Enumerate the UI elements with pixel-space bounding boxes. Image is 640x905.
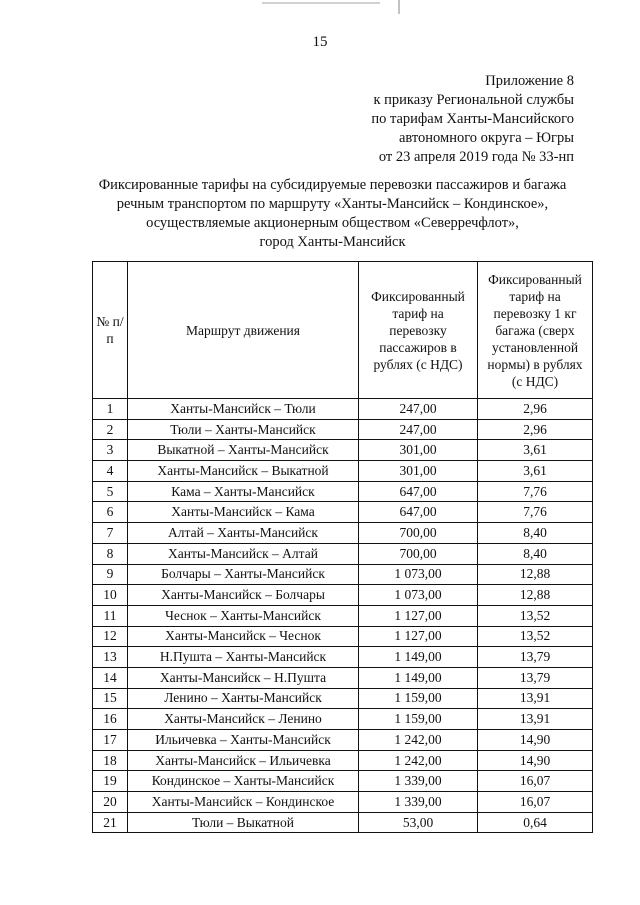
appendix-line: Приложение 8 bbox=[485, 73, 574, 89]
row-number-cell: 19 bbox=[93, 771, 128, 792]
row-number-cell: 5 bbox=[93, 481, 128, 502]
table-row bbox=[93, 647, 593, 668]
table-row bbox=[93, 461, 593, 482]
passenger-tariff-cell: 1 339,00 bbox=[359, 771, 478, 792]
passenger-tariff-cell: 647,00 bbox=[359, 481, 478, 502]
passenger-tariff-cell: 301,00 bbox=[359, 461, 478, 482]
appendix-line: к приказу Региональной службы bbox=[373, 92, 574, 108]
passenger-tariff-cell: 1 127,00 bbox=[359, 605, 478, 626]
passenger-tariff-cell: 247,00 bbox=[359, 419, 478, 440]
passenger-tariff-cell: 247,00 bbox=[359, 399, 478, 420]
table-row bbox=[93, 543, 593, 564]
route-cell: Кондинское – Ханты-Мансийск bbox=[128, 771, 359, 792]
passenger-tariff-cell: 1 149,00 bbox=[359, 647, 478, 668]
title-line: речным транспортом по маршруту «Ханты-Мансийск – Кондинское», bbox=[116, 196, 549, 212]
appendix-line: от 23 апреля 2019 года № 33-нп bbox=[378, 149, 574, 165]
route-cell: Н.Пушта – Ханты-Мансийск bbox=[128, 647, 359, 668]
row-number-cell: 4 bbox=[93, 461, 128, 482]
table-row bbox=[93, 771, 593, 792]
row-number-cell: 14 bbox=[93, 667, 128, 688]
route-cell: Алтай – Ханты-Мансийск bbox=[128, 523, 359, 544]
baggage-tariff-cell: 2,96 bbox=[478, 399, 593, 420]
table-row bbox=[93, 626, 593, 647]
baggage-tariff-cell: 12,88 bbox=[478, 564, 593, 585]
row-number-cell: 18 bbox=[93, 750, 128, 771]
row-number-cell: 1 bbox=[93, 399, 128, 420]
table-row bbox=[93, 419, 593, 440]
table-row bbox=[93, 481, 593, 502]
baggage-tariff-cell: 0,64 bbox=[478, 812, 593, 833]
route-cell: Ханты-Мансийск – Чеснок bbox=[128, 626, 359, 647]
baggage-tariff-cell: 14,90 bbox=[478, 730, 593, 751]
title-line: осуществляемые акционерным обществом «Северречфлот», bbox=[146, 215, 519, 231]
row-number-cell: 20 bbox=[93, 792, 128, 813]
table-row bbox=[93, 750, 593, 771]
table-row bbox=[93, 792, 593, 813]
table-header-row bbox=[93, 262, 593, 399]
row-number-cell: 13 bbox=[93, 647, 128, 668]
row-number-cell: 6 bbox=[93, 502, 128, 523]
row-number-cell: 10 bbox=[93, 585, 128, 606]
header-baggage-tariff: Фиксированный тариф на перевозку 1 кг багажа (сверх установленной нормы) в рублях (с НДС) bbox=[478, 262, 593, 399]
appendix-line: автономного округа – Югры bbox=[398, 130, 574, 146]
passenger-tariff-cell: 53,00 bbox=[359, 812, 478, 833]
tariff-table bbox=[92, 261, 593, 833]
row-number-cell: 7 bbox=[93, 523, 128, 544]
baggage-tariff-cell: 8,40 bbox=[478, 523, 593, 544]
table-body bbox=[93, 399, 593, 833]
row-number-cell: 11 bbox=[93, 605, 128, 626]
route-cell: Тюли – Ханты-Мансийск bbox=[128, 419, 359, 440]
header-number: № п/п bbox=[93, 262, 128, 399]
route-cell: Ханты-Мансийск – Ильичевка bbox=[128, 750, 359, 771]
page-number: 15 bbox=[312, 34, 328, 50]
route-cell: Ханты-Мансийск – Н.Пушта bbox=[128, 667, 359, 688]
header-passenger-tariff: Фиксированный тариф на перевозку пассажиров в рублях (с НДС) bbox=[359, 262, 478, 399]
table-row bbox=[93, 605, 593, 626]
baggage-tariff-cell: 13,79 bbox=[478, 667, 593, 688]
scan-artifact-top bbox=[262, 2, 380, 4]
route-cell: Ханты-Мансийск – Кама bbox=[128, 502, 359, 523]
baggage-tariff-cell: 16,07 bbox=[478, 792, 593, 813]
appendix-line: по тарифам Ханты-Мансийского bbox=[371, 111, 574, 127]
table-row bbox=[93, 523, 593, 544]
row-number-cell: 3 bbox=[93, 440, 128, 461]
route-cell: Ханты-Мансийск – Болчары bbox=[128, 585, 359, 606]
baggage-tariff-cell: 16,07 bbox=[478, 771, 593, 792]
passenger-tariff-cell: 1 159,00 bbox=[359, 709, 478, 730]
title-line: Фиксированные тарифы на субсидируемые перевозки пассажиров и багажа bbox=[98, 177, 567, 193]
route-cell: Ленино – Ханты-Мансийск bbox=[128, 688, 359, 709]
route-cell: Ханты-Мансийск – Алтай bbox=[128, 543, 359, 564]
row-number-cell: 17 bbox=[93, 730, 128, 751]
passenger-tariff-cell: 700,00 bbox=[359, 523, 478, 544]
row-number-cell: 16 bbox=[93, 709, 128, 730]
route-cell: Тюли – Выкатной bbox=[128, 812, 359, 833]
passenger-tariff-cell: 1 149,00 bbox=[359, 667, 478, 688]
table-row bbox=[93, 812, 593, 833]
baggage-tariff-cell: 13,91 bbox=[478, 709, 593, 730]
row-number-cell: 21 bbox=[93, 812, 128, 833]
passenger-tariff-cell: 647,00 bbox=[359, 502, 478, 523]
table-row bbox=[93, 399, 593, 420]
baggage-tariff-cell: 7,76 bbox=[478, 481, 593, 502]
row-number-cell: 15 bbox=[93, 688, 128, 709]
table-row bbox=[93, 502, 593, 523]
baggage-tariff-cell: 2,96 bbox=[478, 419, 593, 440]
table-row bbox=[93, 564, 593, 585]
route-cell: Ханты-Мансийск – Выкатной bbox=[128, 461, 359, 482]
route-cell: Ханты-Мансийск – Тюли bbox=[128, 399, 359, 420]
baggage-tariff-cell: 13,79 bbox=[478, 647, 593, 668]
passenger-tariff-cell: 1 242,00 bbox=[359, 730, 478, 751]
baggage-tariff-cell: 12,88 bbox=[478, 585, 593, 606]
baggage-tariff-cell: 13,91 bbox=[478, 688, 593, 709]
table-row bbox=[93, 709, 593, 730]
passenger-tariff-cell: 1 073,00 bbox=[359, 585, 478, 606]
baggage-tariff-cell: 13,52 bbox=[478, 626, 593, 647]
header-route: Маршрут движения bbox=[128, 262, 359, 399]
title-line: город Ханты-Мансийск bbox=[259, 234, 406, 250]
table-row bbox=[93, 688, 593, 709]
row-number-cell: 12 bbox=[93, 626, 128, 647]
baggage-tariff-cell: 3,61 bbox=[478, 461, 593, 482]
baggage-tariff-cell: 13,52 bbox=[478, 605, 593, 626]
route-cell: Ханты-Мансийск – Кондинское bbox=[128, 792, 359, 813]
document-title bbox=[60, 176, 605, 252]
passenger-tariff-cell: 1 159,00 bbox=[359, 688, 478, 709]
route-cell: Ханты-Мансийск – Ленино bbox=[128, 709, 359, 730]
baggage-tariff-cell: 7,76 bbox=[478, 502, 593, 523]
scan-artifact-top-bar bbox=[398, 0, 400, 14]
row-number-cell: 9 bbox=[93, 564, 128, 585]
passenger-tariff-cell: 1 127,00 bbox=[359, 626, 478, 647]
baggage-tariff-cell: 8,40 bbox=[478, 543, 593, 564]
route-cell: Кама – Ханты-Мансийск bbox=[128, 481, 359, 502]
baggage-tariff-cell: 3,61 bbox=[478, 440, 593, 461]
row-number-cell: 2 bbox=[93, 419, 128, 440]
route-cell: Чеснок – Ханты-Мансийск bbox=[128, 605, 359, 626]
table-row bbox=[93, 440, 593, 461]
table-row bbox=[93, 667, 593, 688]
passenger-tariff-cell: 700,00 bbox=[359, 543, 478, 564]
passenger-tariff-cell: 1 073,00 bbox=[359, 564, 478, 585]
route-cell: Болчары – Ханты-Мансийск bbox=[128, 564, 359, 585]
route-cell: Выкатной – Ханты-Мансийск bbox=[128, 440, 359, 461]
passenger-tariff-cell: 1 339,00 bbox=[359, 792, 478, 813]
table-row bbox=[93, 585, 593, 606]
baggage-tariff-cell: 14,90 bbox=[478, 750, 593, 771]
route-cell: Ильичевка – Ханты-Мансийск bbox=[128, 730, 359, 751]
row-number-cell: 8 bbox=[93, 543, 128, 564]
passenger-tariff-cell: 1 242,00 bbox=[359, 750, 478, 771]
table-row bbox=[93, 730, 593, 751]
appendix-block bbox=[371, 72, 574, 167]
passenger-tariff-cell: 301,00 bbox=[359, 440, 478, 461]
